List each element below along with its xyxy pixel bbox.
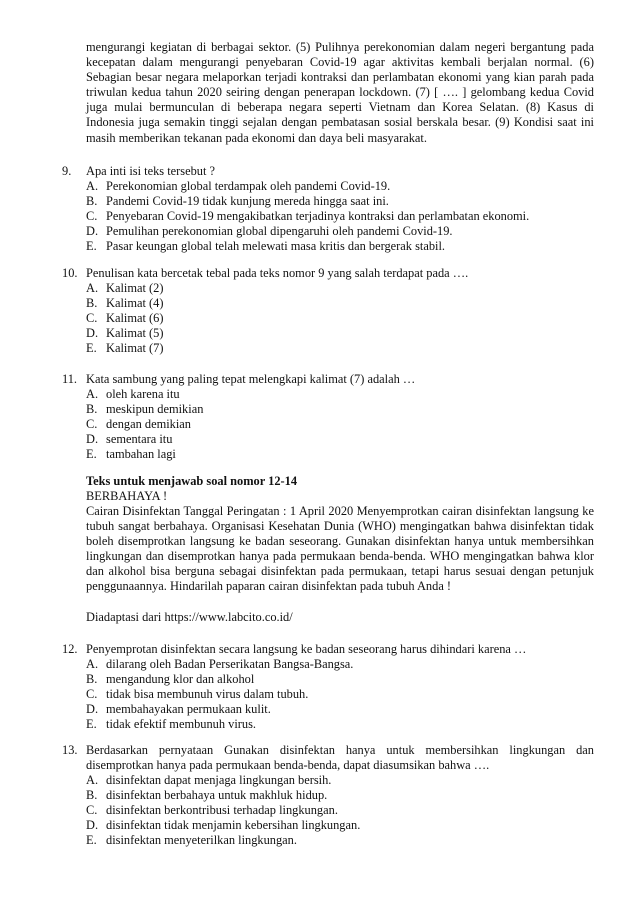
options-13: [86, 773, 586, 848]
options-10: [86, 281, 586, 356]
question-text: Apa inti isi teks tersebut ?: [86, 164, 216, 178]
option-text: dilarang oleh Badan Perserikatan Bangsa-Bangsa.: [106, 657, 354, 671]
option-text: oleh karena itu: [106, 387, 180, 401]
option-text: tambahan lagi: [106, 447, 176, 462]
option-letter: E.: [86, 239, 97, 254]
option-text: Kalimat (6): [106, 311, 164, 326]
option-text: Perekonomian global terdampak oleh pandemi Covid-19.: [106, 179, 391, 193]
option-10b[interactable]: [86, 296, 586, 311]
option-13c[interactable]: [86, 803, 586, 818]
option-text: tidak efektif membunuh virus.: [106, 717, 257, 732]
option-13d[interactable]: [86, 818, 586, 833]
option-text: sementara itu: [106, 432, 173, 447]
option-text: meskipun demikian: [106, 402, 204, 417]
option-text: disinfektan berkontribusi terhadap lingkungan.: [106, 803, 338, 818]
question-number: 12.: [62, 642, 78, 656]
option-text: Kalimat (4): [106, 296, 164, 311]
option-12e[interactable]: [86, 717, 586, 732]
option-letter: B.: [86, 194, 98, 209]
question-number: 13.: [62, 743, 78, 757]
passage-title: BERBAHAYA !: [86, 489, 168, 503]
option-letter: E.: [86, 447, 97, 462]
option-letter: B.: [86, 672, 98, 687]
question-text: Penyemprotan disinfektan secara langsung ke badan seseorang harus dihindari karena …: [86, 642, 527, 656]
option-text: disinfektan menyeterilkan lingkungan.: [106, 833, 297, 848]
option-text: Pasar keungan global telah melewati masa kritis dan bergerak stabil.: [106, 239, 446, 254]
option-letter: C.: [86, 803, 98, 818]
option-12c[interactable]: [86, 687, 586, 702]
option-10e[interactable]: [86, 341, 586, 356]
option-letter: D.: [86, 818, 99, 833]
option-11c[interactable]: [86, 417, 586, 432]
option-letter: E.: [86, 717, 97, 732]
option-11b[interactable]: [86, 402, 586, 417]
option-letter: B.: [86, 296, 98, 311]
question-text: Kata sambung yang paling tepat melengkapi kalimat (7) adalah …: [86, 372, 416, 386]
option-letter: D.: [86, 224, 99, 239]
option-9c[interactable]: [86, 209, 586, 224]
option-11d[interactable]: [86, 432, 586, 447]
option-10c[interactable]: [86, 311, 586, 326]
option-9e[interactable]: [86, 239, 586, 254]
option-12a[interactable]: [86, 657, 586, 672]
options-12: [86, 657, 586, 732]
option-12b[interactable]: [86, 672, 586, 687]
option-text: disinfektan dapat menjaga lingkungan bersih.: [106, 773, 332, 787]
question-13: [62, 743, 594, 773]
question-number: 11.: [62, 372, 78, 386]
option-9d[interactable]: [86, 224, 586, 239]
option-text: Penyebaran Covid-19 mengakibatkan terjadinya kontraksi dan perlambatan ekonomi.: [106, 209, 530, 224]
option-letter: E.: [86, 341, 97, 356]
option-10a[interactable]: [86, 281, 586, 296]
option-text: mengandung klor dan alkohol: [106, 672, 255, 687]
option-letter: C.: [86, 687, 98, 702]
options-11: [86, 387, 586, 462]
option-11a[interactable]: [86, 387, 586, 402]
option-letter: B.: [86, 788, 98, 803]
option-10d[interactable]: [86, 326, 586, 341]
option-text: disinfektan tidak menjamin kebersihan lingkungan.: [106, 818, 361, 833]
option-letter: A.: [86, 387, 99, 401]
option-text: Kalimat (5): [106, 326, 164, 341]
passage-heading: Teks untuk menjawab soal nomor 12-14: [86, 474, 298, 488]
options-9: [86, 179, 586, 254]
passage-source: Diadaptasi dari https://www.labcito.co.id/: [86, 610, 293, 624]
option-text: Kalimat (7): [106, 341, 164, 356]
option-13a[interactable]: [86, 773, 586, 788]
option-letter: D.: [86, 702, 99, 717]
option-text: Kalimat (2): [106, 281, 164, 295]
question-number: 10.: [62, 266, 78, 280]
option-letter: E.: [86, 833, 97, 848]
question-text: Berdasarkan pernyataan Gunakan disinfektan hanya untuk membersihkan lingkungan dan disemprotkan hanya pada permukaan benda-benda, dapat diasumsikan bahwa ….: [86, 743, 594, 773]
option-text: Pemulihan perekonomian global dipengaruhi oleh pandemi Covid-19.: [106, 224, 453, 239]
option-13e[interactable]: [86, 833, 586, 848]
option-text: membahayakan permukaan kulit.: [106, 702, 271, 717]
option-letter: A.: [86, 657, 99, 671]
option-text: disinfektan berbahaya untuk makhluk hidup.: [106, 788, 328, 803]
question-12: [62, 642, 594, 657]
option-9b[interactable]: [86, 194, 586, 209]
option-letter: C.: [86, 311, 98, 326]
option-13b[interactable]: [86, 788, 586, 803]
option-letter: C.: [86, 209, 98, 224]
option-12d[interactable]: [86, 702, 586, 717]
option-text: Pandemi Covid-19 tidak kunjung mereda hingga saat ini.: [106, 194, 389, 209]
option-letter: D.: [86, 326, 99, 341]
option-11e[interactable]: [86, 447, 586, 462]
option-letter: A.: [86, 281, 99, 295]
question-11: [62, 372, 594, 387]
question-text: Penulisan kata bercetak tebal pada teks nomor 9 yang salah terdapat pada ….: [86, 266, 469, 280]
passage-paragraph: mengurangi kegiatan di berbagai sektor. (5) Pulihnya perekonomian dalam negeri bergantung pada kecepatan dalam mengurangi penyebaran Covid-19 agar aktivitas kembali berjalan normal. (6) Sebagian besar negara melaporkan terjadi kontraksi dan perlambatan ekonomi yang kian parah pada triwulan kedua tahun 2020 seiring dengan penerapan lockdown. (7) [ …. ] gelombang kedua Covid juga mulai bermunculan di beberapa negara seperti Vietnam dan Korea Selatan. (8) Kasus di Indonesia juga semakin tinggi sejalan dengan pembatasan sosial berskala besar. (9) Kondisi saat ini masih memberikan tekanan pada ekonomi dan daya beli masyarakat.: [86, 40, 594, 145]
question-number: 9.: [62, 164, 72, 178]
question-10: [62, 266, 594, 281]
passage-body: Cairan Disinfektan Tanggal Peringatan : 1 April 2020 Menyemprotkan cairan disinfektan langsung ke tubuh sangat berbahaya. Organisasi Kesehatan Dunia (WHO) mengingatkan bahwa disinfektan tidak boleh disemprotkan langsung ke badan seseorang. Gunakan disinfektan hanya untuk membersihkan lingkungan dan disemprotkan hanya pada permukaan benda-benda. WHO mengingatkan bahwa klor dan alkohol bisa berguna sebagai disinfektan pada permukaan, tetapi harus sesuai dengan petunjuk penggunaannya. Hindarilah paparan cairan disinfektan pada tubuh Anda !: [86, 504, 594, 594]
question-9: [62, 164, 594, 179]
option-letter: B.: [86, 402, 98, 417]
option-letter: A.: [86, 179, 99, 193]
option-text: dengan demikian: [106, 417, 191, 432]
option-letter: D.: [86, 432, 99, 447]
option-text: tidak bisa membunuh virus dalam tubuh.: [106, 687, 309, 702]
option-9a[interactable]: [86, 179, 586, 194]
option-letter: A.: [86, 773, 99, 787]
option-letter: C.: [86, 417, 98, 432]
